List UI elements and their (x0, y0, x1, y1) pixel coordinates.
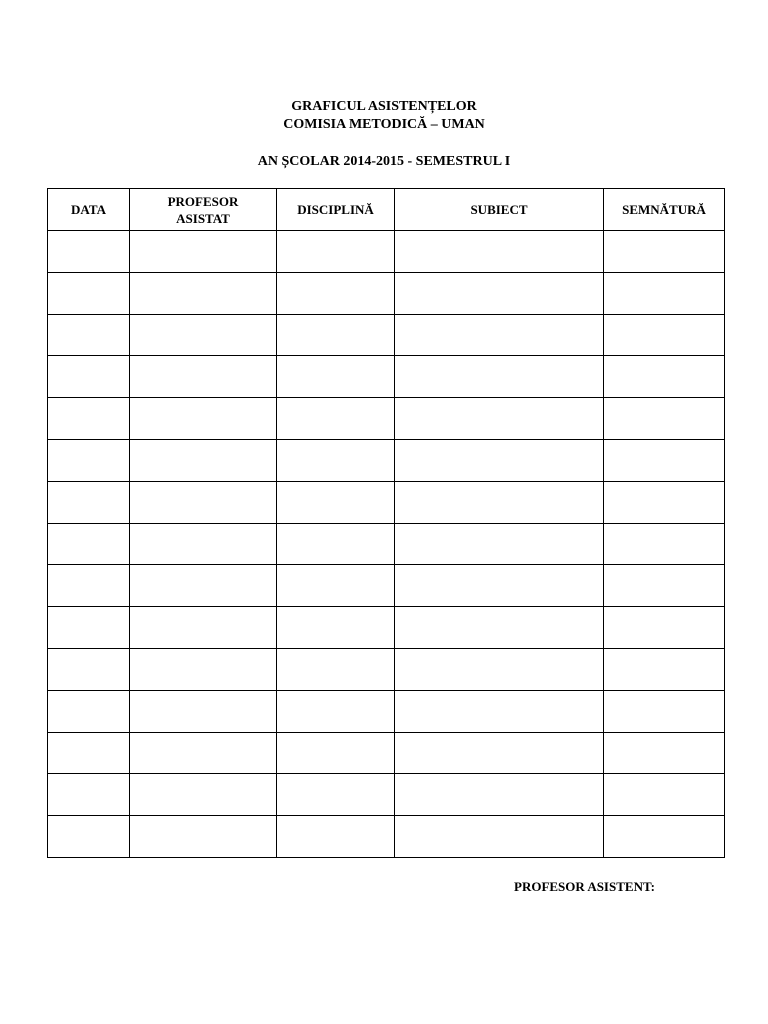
profesor-cell (130, 272, 277, 314)
profesor-cell (130, 398, 277, 440)
profesor-cell (130, 314, 277, 356)
subiect-cell (395, 732, 604, 774)
table-row (48, 774, 725, 816)
semnatura-cell (604, 816, 725, 858)
disciplina-cell (277, 565, 395, 607)
data-cell (48, 272, 130, 314)
subiect-cell (395, 565, 604, 607)
semnatura-cell (604, 732, 725, 774)
profesor-cell (130, 607, 277, 649)
data-cell (48, 648, 130, 690)
table-row (48, 398, 725, 440)
data-cell (48, 565, 130, 607)
disciplina-cell (277, 523, 395, 565)
profesor-cell (130, 523, 277, 565)
disciplina-cell (277, 774, 395, 816)
subiect-cell (395, 690, 604, 732)
profesor-cell (130, 231, 277, 273)
semnatura-cell (604, 523, 725, 565)
disciplina-cell (277, 231, 395, 273)
subiect-cell (395, 816, 604, 858)
data-cell (48, 607, 130, 649)
semnatura-cell (604, 648, 725, 690)
semnatura-cell (604, 272, 725, 314)
header-subiect: SUBIECT (395, 189, 604, 231)
profesor-cell (130, 816, 277, 858)
subiect-cell (395, 314, 604, 356)
table-row (48, 648, 725, 690)
table-row (48, 439, 725, 481)
data-cell (48, 523, 130, 565)
semnatura-cell (604, 314, 725, 356)
table-row (48, 272, 725, 314)
data-cell (48, 481, 130, 523)
data-cell (48, 439, 130, 481)
table-row (48, 481, 725, 523)
disciplina-cell (277, 690, 395, 732)
document-subtitle: COMISIA METODICĂ – UMAN (283, 117, 485, 132)
profesor-cell (130, 648, 277, 690)
disciplina-cell (277, 356, 395, 398)
profesor-cell (130, 732, 277, 774)
profesor-cell (130, 565, 277, 607)
data-cell (48, 314, 130, 356)
table-row (48, 565, 725, 607)
subiect-cell (395, 398, 604, 440)
subiect-cell (395, 272, 604, 314)
table-row (48, 690, 725, 732)
profesor-cell (130, 439, 277, 481)
semnatura-cell (604, 439, 725, 481)
table-row (48, 732, 725, 774)
profesor-cell (130, 774, 277, 816)
table-row (48, 356, 725, 398)
assistance-schedule-table (47, 188, 725, 858)
table-body (48, 231, 725, 858)
semnatura-cell (604, 607, 725, 649)
disciplina-cell (277, 314, 395, 356)
subiect-cell (395, 774, 604, 816)
semnatura-cell (604, 690, 725, 732)
disciplina-cell (277, 816, 395, 858)
header-profesor-line2: ASISTAT (176, 210, 230, 226)
table-header-row (48, 189, 725, 231)
disciplina-cell (277, 272, 395, 314)
semnatura-cell (604, 481, 725, 523)
data-cell (48, 356, 130, 398)
table-row (48, 607, 725, 649)
table-row (48, 523, 725, 565)
header-data: DATA (48, 189, 130, 231)
disciplina-cell (277, 607, 395, 649)
profesor-cell (130, 481, 277, 523)
semnatura-cell (604, 774, 725, 816)
subiect-cell (395, 523, 604, 565)
header-semnatura: SEMNĂTURĂ (604, 189, 725, 231)
subiect-cell (395, 607, 604, 649)
data-cell (48, 690, 130, 732)
data-cell (48, 398, 130, 440)
disciplina-cell (277, 732, 395, 774)
header-profesor-line1: PROFESOR (167, 193, 239, 209)
data-cell (48, 732, 130, 774)
disciplina-cell (277, 439, 395, 481)
table-row (48, 314, 725, 356)
document-title: GRAFICUL ASISTENȚELOR (291, 99, 477, 114)
profesor-cell (130, 356, 277, 398)
disciplina-cell (277, 398, 395, 440)
semnatura-cell (604, 565, 725, 607)
header-disciplina: DISCIPLINĂ (277, 189, 395, 231)
semnatura-cell (604, 231, 725, 273)
semnatura-cell (604, 398, 725, 440)
disciplina-cell (277, 481, 395, 523)
semnatura-cell (604, 356, 725, 398)
school-year-heading: AN ȘCOLAR 2014-2015 - SEMESTRUL I (257, 154, 511, 169)
table-row (48, 816, 725, 858)
data-cell (48, 816, 130, 858)
subiect-cell (395, 481, 604, 523)
header-profesor-asistat (130, 189, 277, 231)
subiect-cell (395, 356, 604, 398)
data-cell (48, 231, 130, 273)
table-row (48, 231, 725, 273)
subiect-cell (395, 231, 604, 273)
profesor-cell (130, 690, 277, 732)
subiect-cell (395, 648, 604, 690)
disciplina-cell (277, 648, 395, 690)
profesor-asistent-label: PROFESOR ASISTENT: (514, 879, 655, 894)
data-cell (48, 774, 130, 816)
subiect-cell (395, 439, 604, 481)
